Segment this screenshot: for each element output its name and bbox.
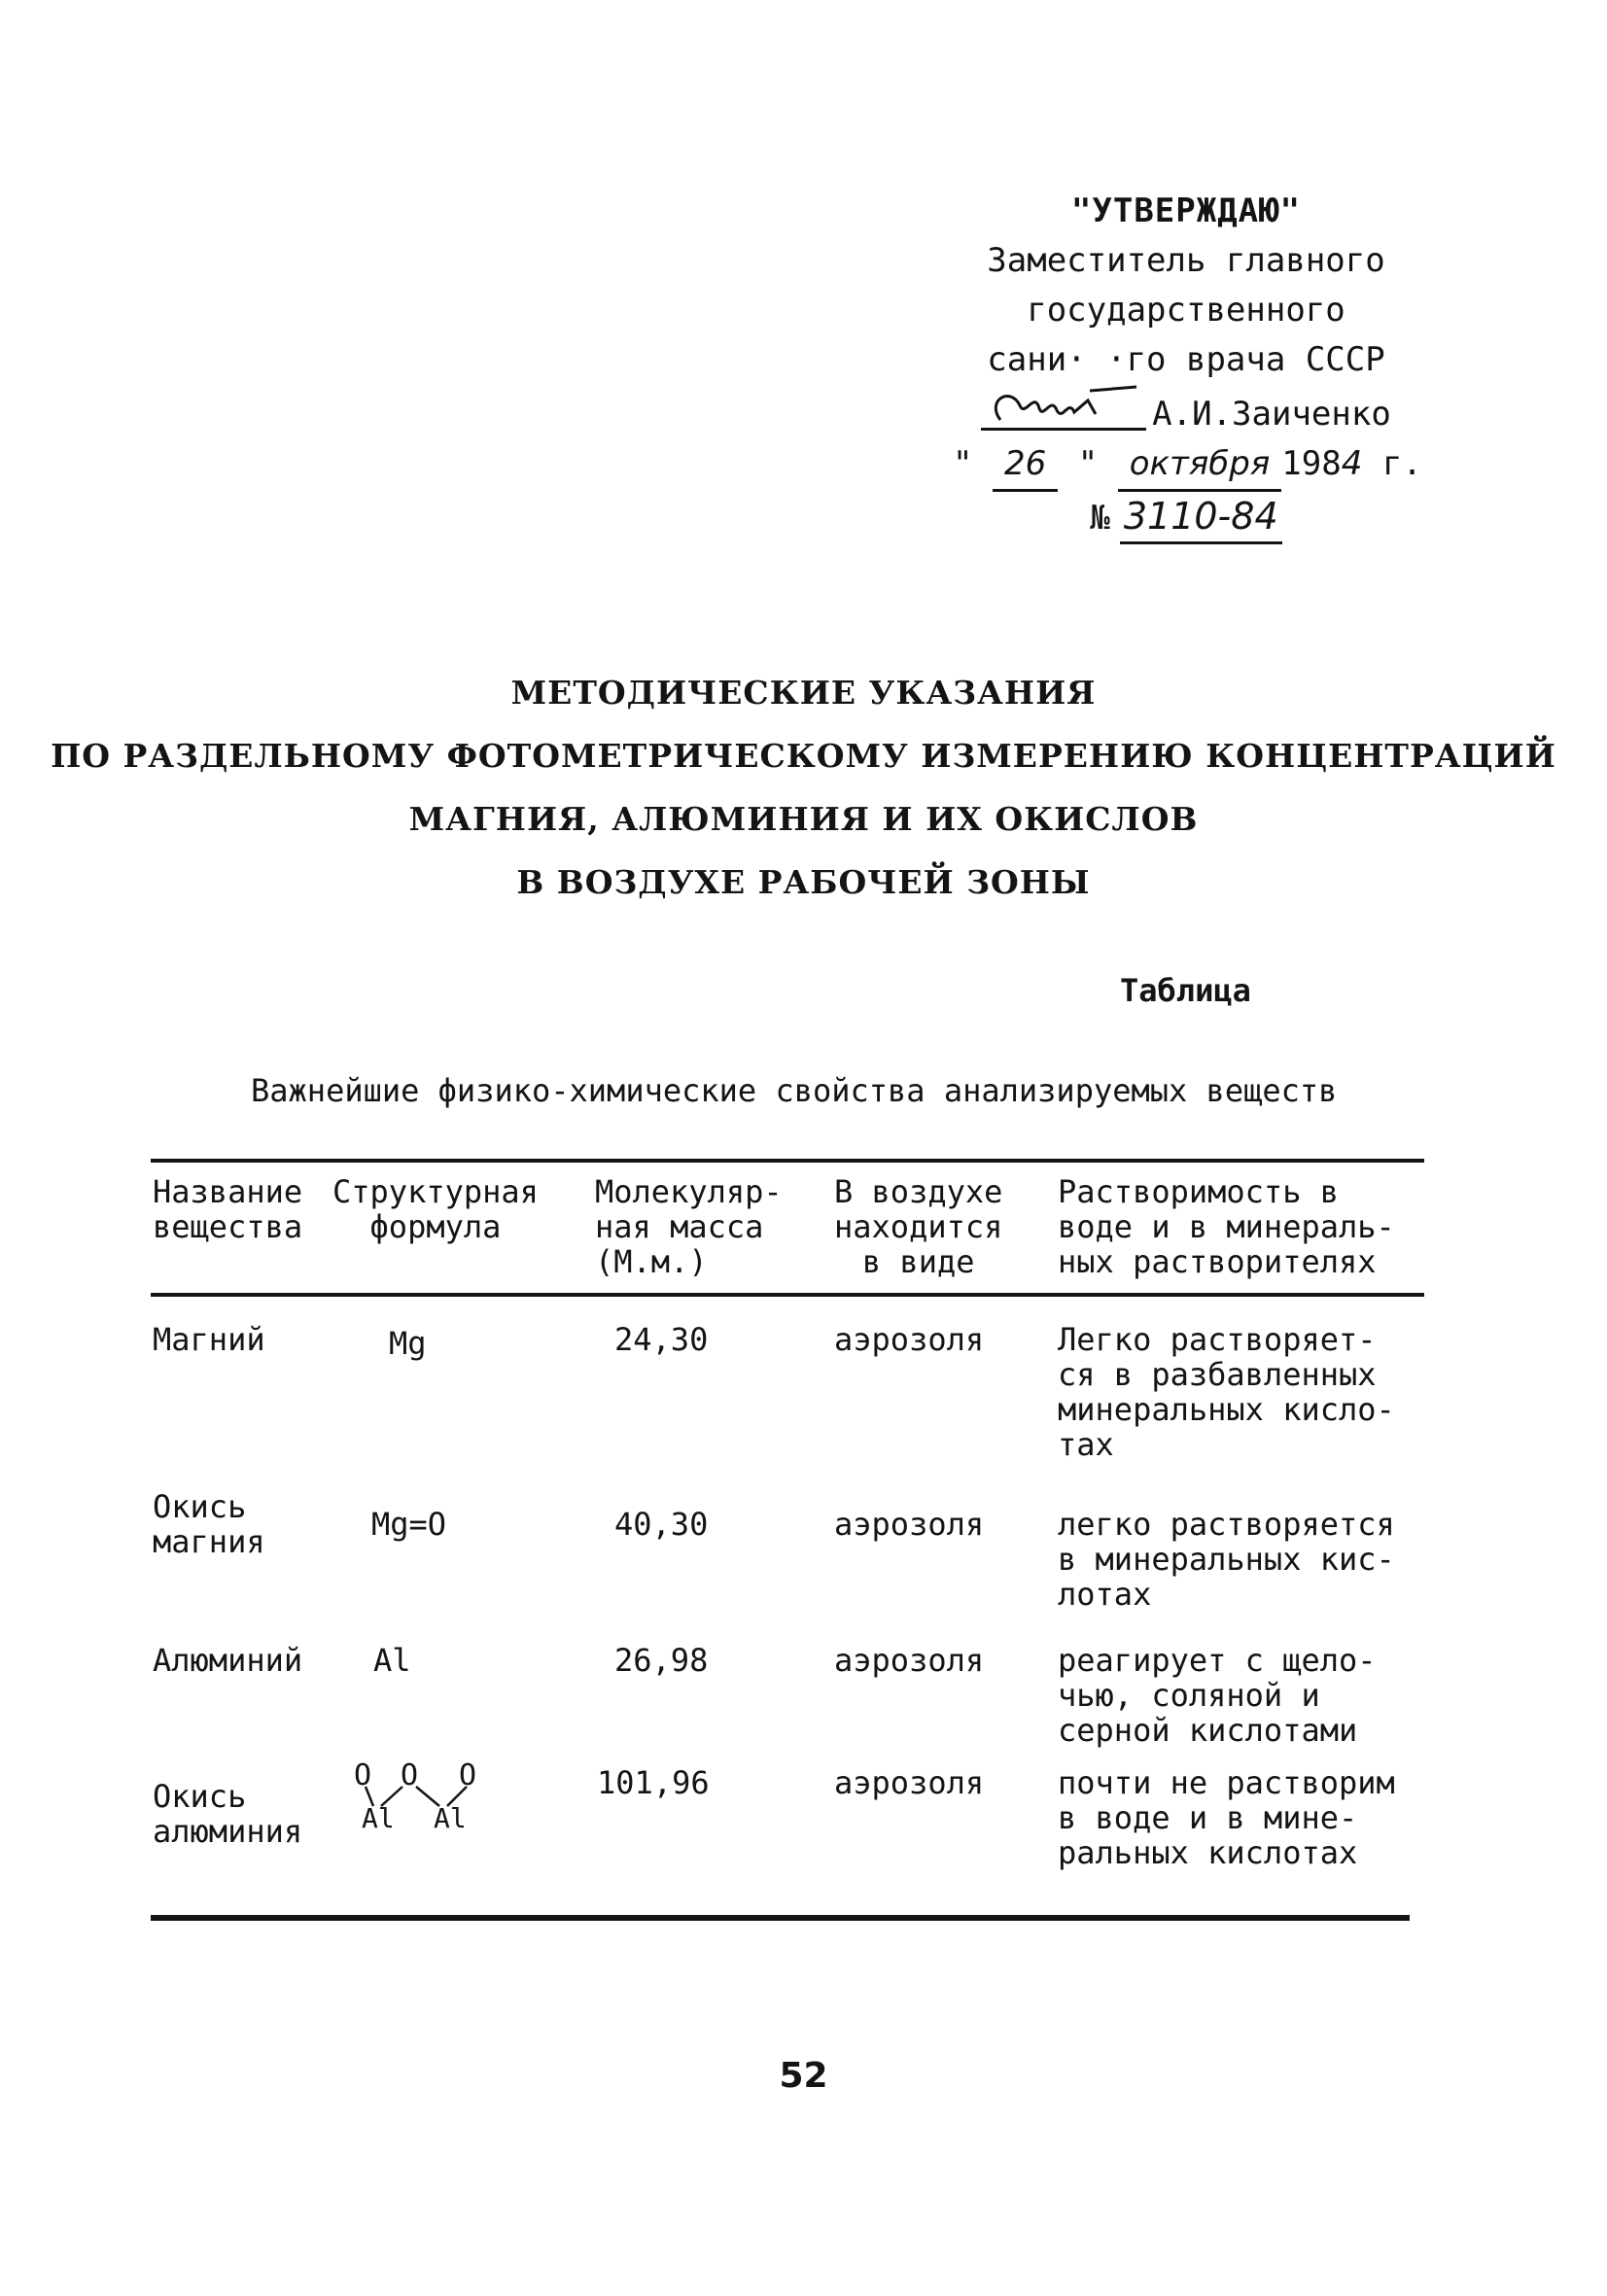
atom-al2: Al [434,1802,467,1829]
number-prefix: № [1090,499,1110,538]
date-year-handwritten: 4 [1341,444,1363,483]
handwritten-signature [981,385,1146,431]
approval-date [953,439,1422,492]
row1-formula: Mg [389,1325,427,1362]
row2-form: аэрозоля [834,1506,985,1543]
row3-mass: 26,98 [614,1642,709,1679]
row4-form: аэрозоля [834,1764,985,1801]
atom-o1: O [354,1761,372,1792]
approval-position-line1: Заместитель главного [987,241,1385,280]
table-label: Таблица [1120,972,1251,1009]
title-line1: МЕТОДИЧЕСКИЕ УКАЗАНИЯ [510,674,1097,712]
document-title [0,661,1607,914]
row1-solubility: Легко растворяет- ся в разбавленных минеральных кисло- тах [1058,1321,1395,1463]
approval-position-line2: государственного [1027,291,1345,330]
row3-formula: Al [373,1642,411,1679]
signatory-name: А.И.Заиченко [1152,395,1391,434]
signature-line [953,385,1419,439]
approval-position-line3: сани· ·го врача СССР [987,340,1385,379]
row3-solubility: реагирует с щело- чью, соляной и серной кислотами [1058,1642,1377,1749]
row2-mass: 40,30 [614,1506,709,1543]
number-value: 3110-84 [1120,492,1282,544]
date-mid-quote: " [1077,444,1099,483]
date-suffix: г. [1381,444,1422,483]
row1-mass: 24,30 [614,1321,709,1358]
table-top-rule [151,1159,1424,1163]
header-name: Название вещества [153,1173,303,1245]
date-year: 198 [1281,444,1342,483]
atom-o2: O [401,1761,419,1792]
row2-solubility: легко растворяется в минеральных кис- лотах [1058,1506,1395,1613]
row3-form: аэрозоля [834,1642,985,1679]
row3-name: Алюминий [153,1642,303,1679]
header-form: В воздухе находится в виде [834,1173,1003,1280]
row4-mass: 101,96 [597,1764,710,1801]
header-solubility: Растворимость в воде и в минераль- ных растворителях [1058,1173,1395,1280]
table-caption: Важнейшие физико-химические свойства анализируемых веществ [251,1072,1338,1109]
row2-name: Окись магния [153,1488,265,1560]
date-open-quote: " [953,444,973,483]
title-line2: ПО РАЗДЕЛЬНОМУ ФОТОМЕТРИЧЕСКОМУ ИЗМЕРЕНИЮ КОНЦЕНТРАЦИЙ [51,737,1556,775]
atom-o3: O [459,1761,477,1792]
table-bottom-rule [151,1915,1410,1921]
title-line3: МАГНИЯ, АЛЮМИНИЯ И ИХ ОКИСЛОВ [408,800,1199,838]
row1-form: аэрозоля [834,1321,985,1358]
approval-block [953,187,1422,544]
approval-number [953,492,1419,544]
row4-formula-structure [352,1761,498,1829]
row4-name: Окись алюминия [153,1778,303,1850]
table-header-rule [151,1293,1424,1297]
header-mass: Молекуляр- ная масса (М.м.) [595,1173,783,1280]
row2-formula: Mg=O [371,1506,447,1543]
header-formula: Структурная формула [332,1173,539,1245]
atom-al1: Al [362,1802,395,1829]
row1-name: Магний [153,1321,265,1358]
date-day: 26 [993,439,1058,492]
approval-stamp: "УТВЕРЖДАЮ" [1070,191,1302,230]
date-month: октября [1118,439,1282,492]
row4-solubility: почти не растворим в воде и в мине- ральных кислотах [1058,1764,1395,1871]
page-number: 52 [779,2056,828,2096]
title-line4: В ВОЗДУХЕ РАБОЧЕЙ ЗОНЫ [516,863,1091,901]
